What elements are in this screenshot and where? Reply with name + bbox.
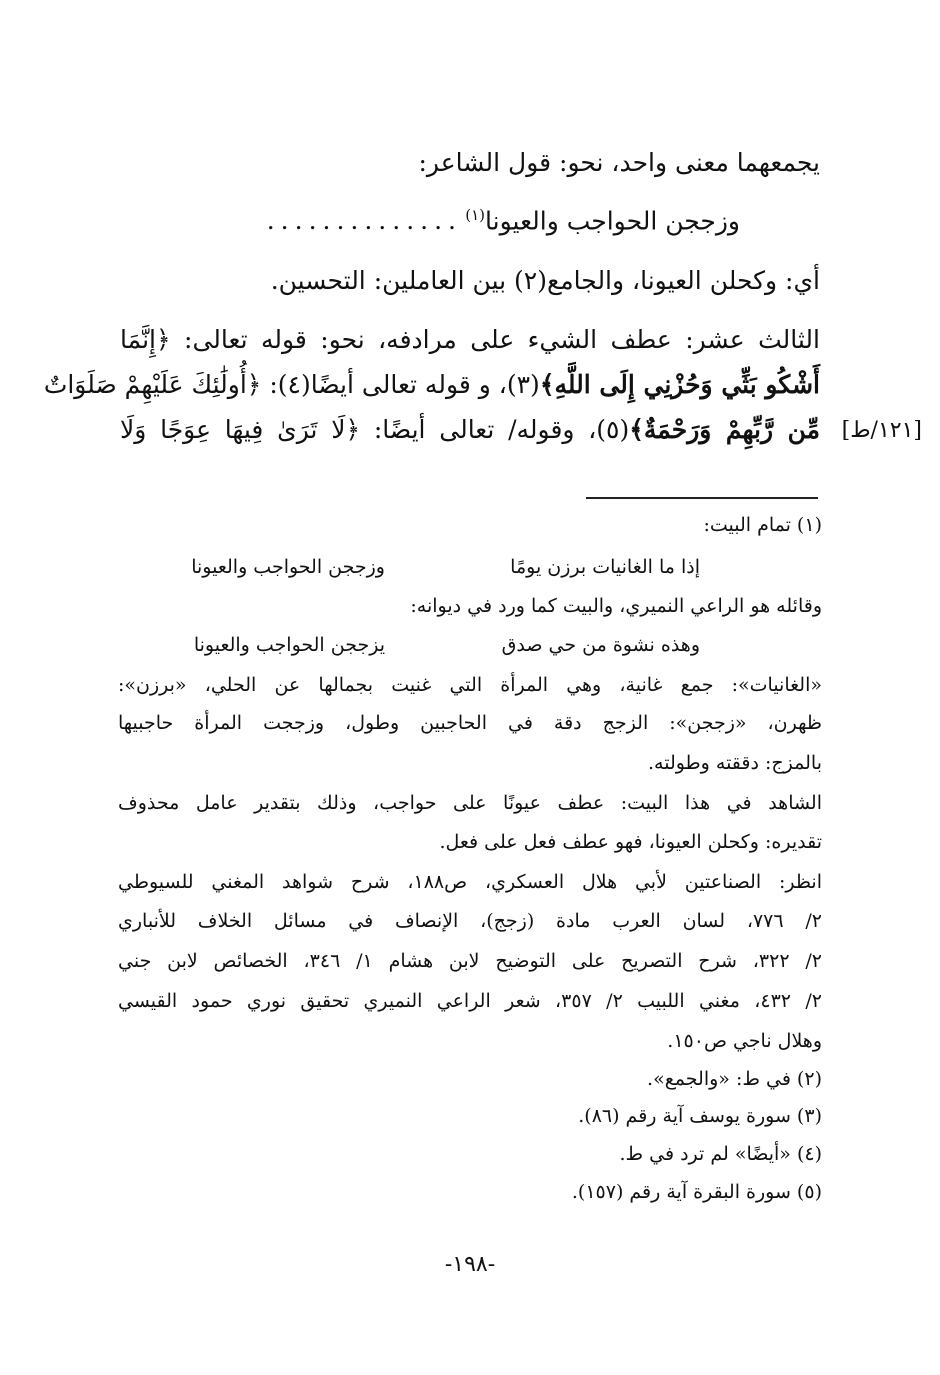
couplet-2-right: وهذه نشوة من حي صدق — [501, 634, 700, 656]
main-line-6 — [120, 415, 820, 444]
couplet-1-left: وزججن الحواجب والعيونا — [191, 556, 385, 578]
quran-verse-yusuf: أَشْكُو بَثِّي وَحُزْنِي إِلَى اللَّهِ﴾ — [539, 370, 820, 399]
main-line-3: أي: وكحلن العيونا، والجامع(٢) بين العاملين: التحسين. — [270, 266, 820, 295]
footnote-1-line-12: ٢/ ٣٢٢، شرح التصريح على التوضيح لابن هشام ١/ ٣٤٦، الخصائص لابن جني — [118, 950, 822, 972]
main-line-5 — [43, 370, 820, 399]
footnote-4: (٤) «أيضًا» لم ترد في ط. — [619, 1143, 822, 1165]
couplet-1-right: إذا ما الغانيات برزن يومًا — [510, 556, 700, 578]
footnote-separator — [586, 497, 818, 499]
hemistich-dots: .............. — [266, 206, 462, 235]
main-line-4: الثالث عشر: عطف الشيء على مرادفه، نحو: قوله تعالى: ﴿إِنَّمَا — [120, 325, 820, 354]
footnote-1-line-5: «الغانيات»: جمع غانية، وهي المرأة التي غنيت بجمالها عن الحلي، «برزن»: — [118, 674, 822, 696]
margin-manuscript-ref: [١٢١/ط] — [841, 418, 922, 443]
poem-hemistich — [465, 206, 740, 235]
footnote-1-line-9: تقديره: وكحلن العيونا، فهو عطف فعل على فعل. — [439, 831, 822, 853]
footnote-1-line-10: انظر: الصناعتين لأبي هلال العسكري، ص١٨٨، شرح شواهد المغني للسيوطي — [118, 871, 822, 893]
main-line-1: يجمعهما معنى واحد، نحو: قول الشاعر: — [418, 148, 820, 177]
main-line-6-rest: (٥)، وقوله/ تعالى أيضًا: ﴿لَا تَرَىٰ فِيهَا عِوَجًا وَلَا — [120, 415, 630, 444]
footnote-1-line-11: ٢/ ٧٧٦، لسان العرب مادة (زجج)، الإنصاف في مسائل الخلاف للأنباري — [118, 910, 822, 932]
footnote-1-head: (١) تمام البيت: — [703, 514, 822, 536]
main-line-5-rest: (٣)، و قوله تعالى أيضًا(٤): ﴿أُولَٰئِكَ عَلَيْهِمْ صَلَوَاتٌ — [43, 370, 540, 399]
footnote-1-line-13: ٢/ ٤٣٢، مغني اللبيب ٢/ ٣٥٧، شعر الراعي النميري تحقيق نوري حمود القيسي — [118, 990, 822, 1012]
footnote-1-line-3: وقائله هو الراعي النميري، والبيت كما ورد في ديوانه: — [410, 595, 822, 617]
couplet-2-left: يزججن الحواجب والعيونا — [193, 634, 385, 656]
quran-verse-baqara: مِّن رَّبِّهِمْ وَرَحْمَةٌ﴾ — [629, 415, 820, 444]
footnote-5: (٥) سورة البقرة آية رقم (١٥٧). — [571, 1181, 822, 1203]
footnote-1-line-6: ظهرن، «زججن»: الزجج دقة في الحاجبين وطول، وزججت المرأة حاجبيها — [118, 712, 822, 734]
footnote-3: (٣) سورة يوسف آية رقم (٨٦). — [578, 1105, 822, 1127]
footnote-1-line-14: وهلال ناجي ص١٥٠. — [667, 1030, 822, 1052]
page-number: -١٩٨- — [444, 1252, 496, 1277]
hemistich-text: وزججن الحواجب والعيونا — [485, 206, 740, 236]
footnote-ref-1: (١) — [465, 206, 486, 224]
footnote-1-line-7: بالمزج: دققته وطولته. — [647, 752, 822, 774]
footnote-2: (٢) في ط: «والجمع». — [647, 1068, 822, 1090]
footnote-1-line-8: الشاهد في هذا البيت: عطف عيونًا على حواجب، وذلك بتقدير عامل محذوف — [118, 792, 822, 814]
